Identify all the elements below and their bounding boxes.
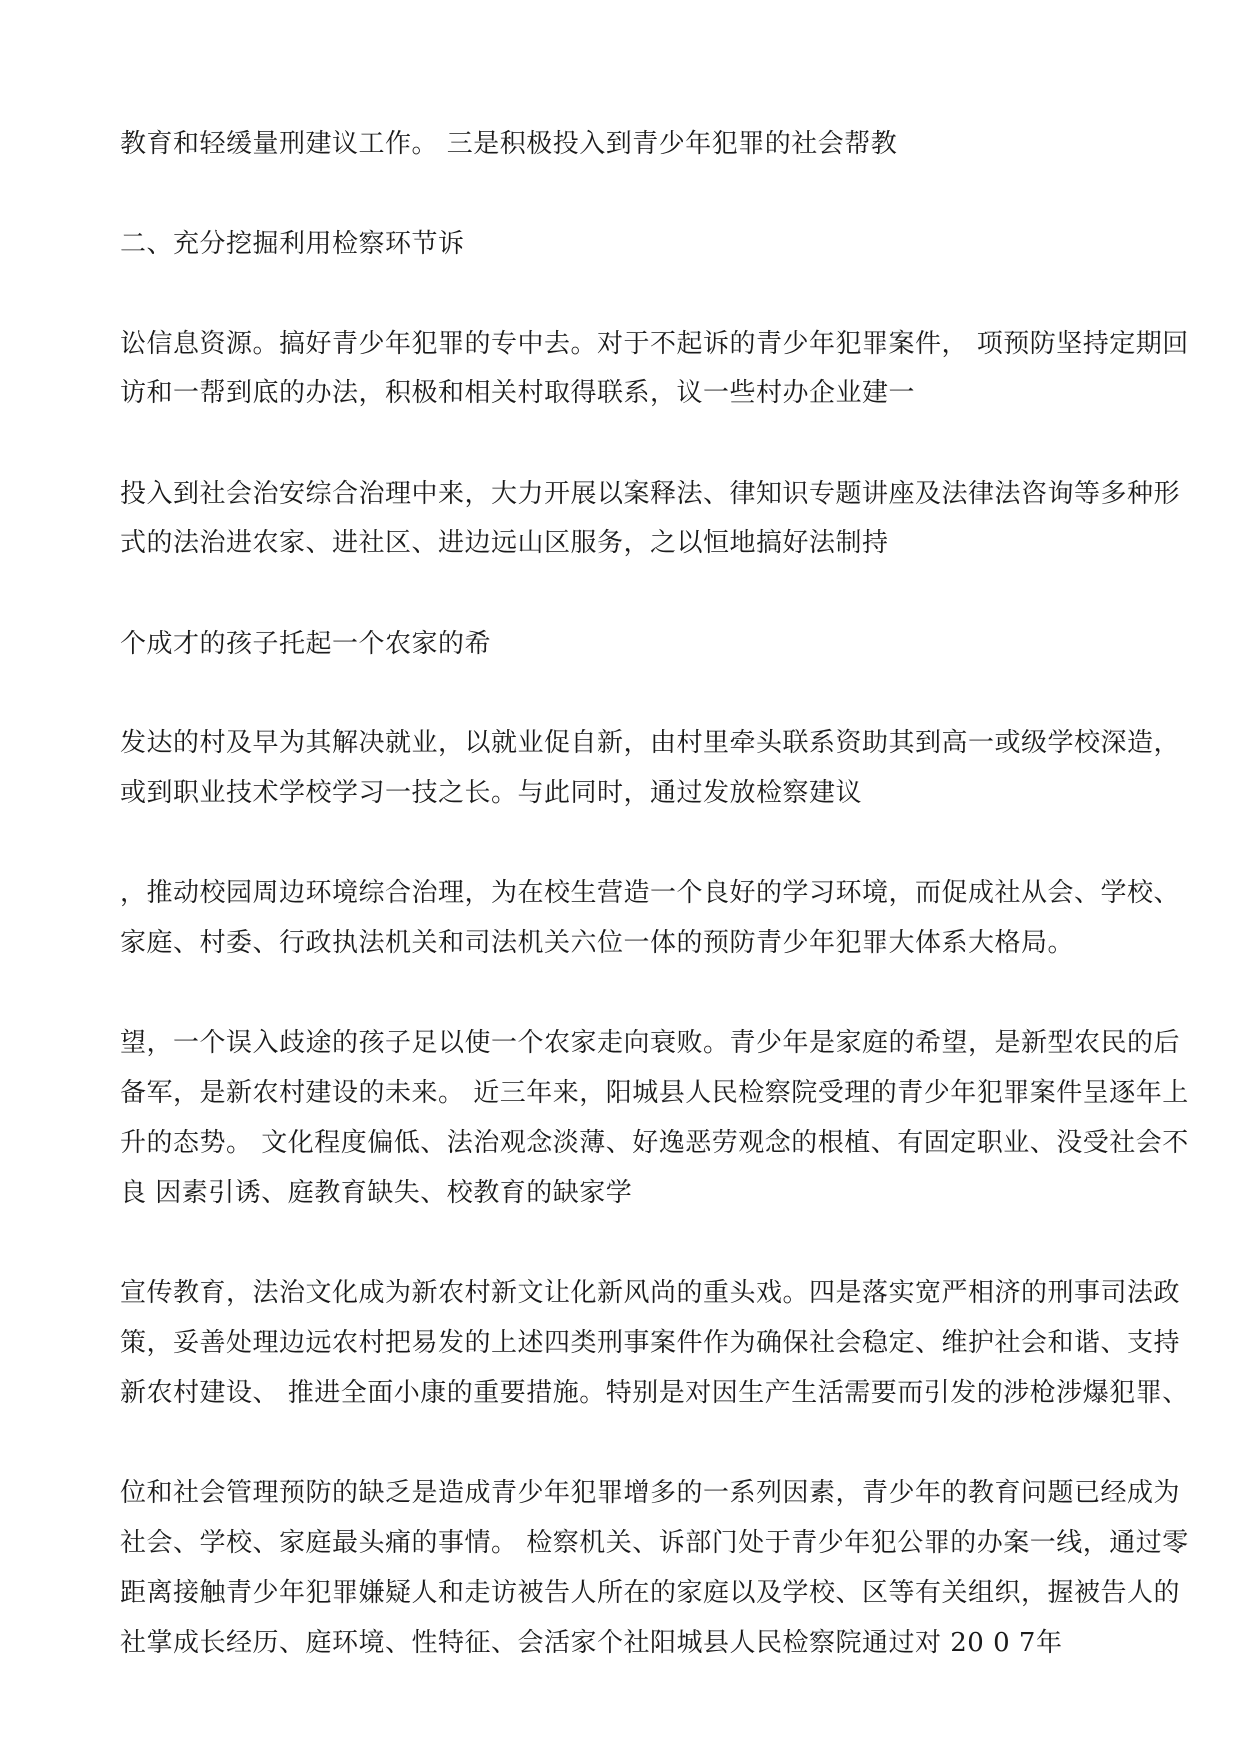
paragraph-8-line-2: 备军，是新农村建设的未来。 近三年来，阳城县人民检察院受理的青少年犯罪案件呈逐年上 [120, 1078, 1189, 1108]
paragraph-10-line-1: 位和社会管理预防的缺乏是造成青少年犯罪增多的一系列因素，青少年的教育问题已经成为 [120, 1478, 1181, 1508]
paragraph-10-line-4: 社掌成长经历、庭环境、性特征、会活家个社阳城县人民检察院通过对 20 0 7年 [120, 1628, 1063, 1658]
paragraph-4-line-1: 投入到社会治安综合治理中来，大力开展以案释法、律知识专题讲座及法律法咨询等多种形 [120, 479, 1181, 509]
paragraph-8-line-3: 升的态势。 文化程度偏低、法治观念淡薄、好逸恶劳观念的根植、有固定职业、没受社会不 [120, 1128, 1189, 1158]
paragraph-10-line-3: 距离接触青少年犯罪嫌疑人和走访被告人所在的家庭以及学校、区等有关组织，握被告人的 [120, 1578, 1181, 1608]
paragraph-7-line-1: ，推动校园周边环境综合治理，为在校生营造一个良好的学习环境，而促成社从会、学校、 [120, 878, 1181, 908]
paragraph-4-line-2: 式的法治进农家、进社区、进边远山区服务，之以恒地搞好法制持 [120, 528, 889, 558]
paragraph-3-line-2: 访和一帮到底的办法，积极和相关村取得联系，议一些村办企业建一 [120, 378, 916, 408]
paragraph-6-line-1: 发达的村及早为其解决就业，以就业促自新，由村里牵头联系资助其到高一或级学校深造， [120, 728, 1181, 758]
paragraph-5-line-1: 个成才的孩子托起一个农家的希 [120, 629, 492, 659]
paragraph-9-line-3: 新农村建设、 推进全面小康的重要措施。特别是对因生产生活需要而引发的涉枪涉爆犯罪、 [120, 1378, 1189, 1408]
paragraph-6-line-2: 或到职业技术学校学习一技之长。与此同时，通过发放检察建议 [120, 778, 863, 808]
paragraph-8-line-4: 良 因素引诱、庭教育缺失、校教育的缺家学 [120, 1178, 633, 1208]
paragraph-9-line-1: 宣传教育，法治文化成为新农村新文让化新风尚的重头戏。四是落实宽严相济的刑事司法政 [120, 1278, 1181, 1308]
paragraph-8-line-1: 望，一个误入歧途的孩子足以使一个农家走向衰败。青少年是家庭的希望，是新型农民的后 [120, 1028, 1181, 1058]
section-heading: 二、充分挖掘利用检察环节诉 [120, 229, 465, 259]
paragraph-1-line-1: 教育和轻缓量刑建议工作。 三是积极投入到青少年犯罪的社会帮教 [120, 129, 898, 159]
paragraph-10-line-2: 社会、学校、家庭最头痛的事情。 检察机关、诉部门处于青少年犯公罪的办案一线，通过零 [120, 1528, 1189, 1558]
paragraph-9-line-2: 策，妥善处理边远农村把易发的上述四类刑事案件作为确保社会稳定、维护社会和谐、支持 [120, 1328, 1181, 1358]
paragraph-3-line-1: 讼信息资源。搞好青少年犯罪的专中去。对于不起诉的青少年犯罪案件， 项预防坚持定期回 [120, 329, 1189, 359]
paragraph-7-line-2: 家庭、村委、行政执法机关和司法机关六位一体的预防青少年犯罪大体系大格局。 [120, 928, 1075, 958]
